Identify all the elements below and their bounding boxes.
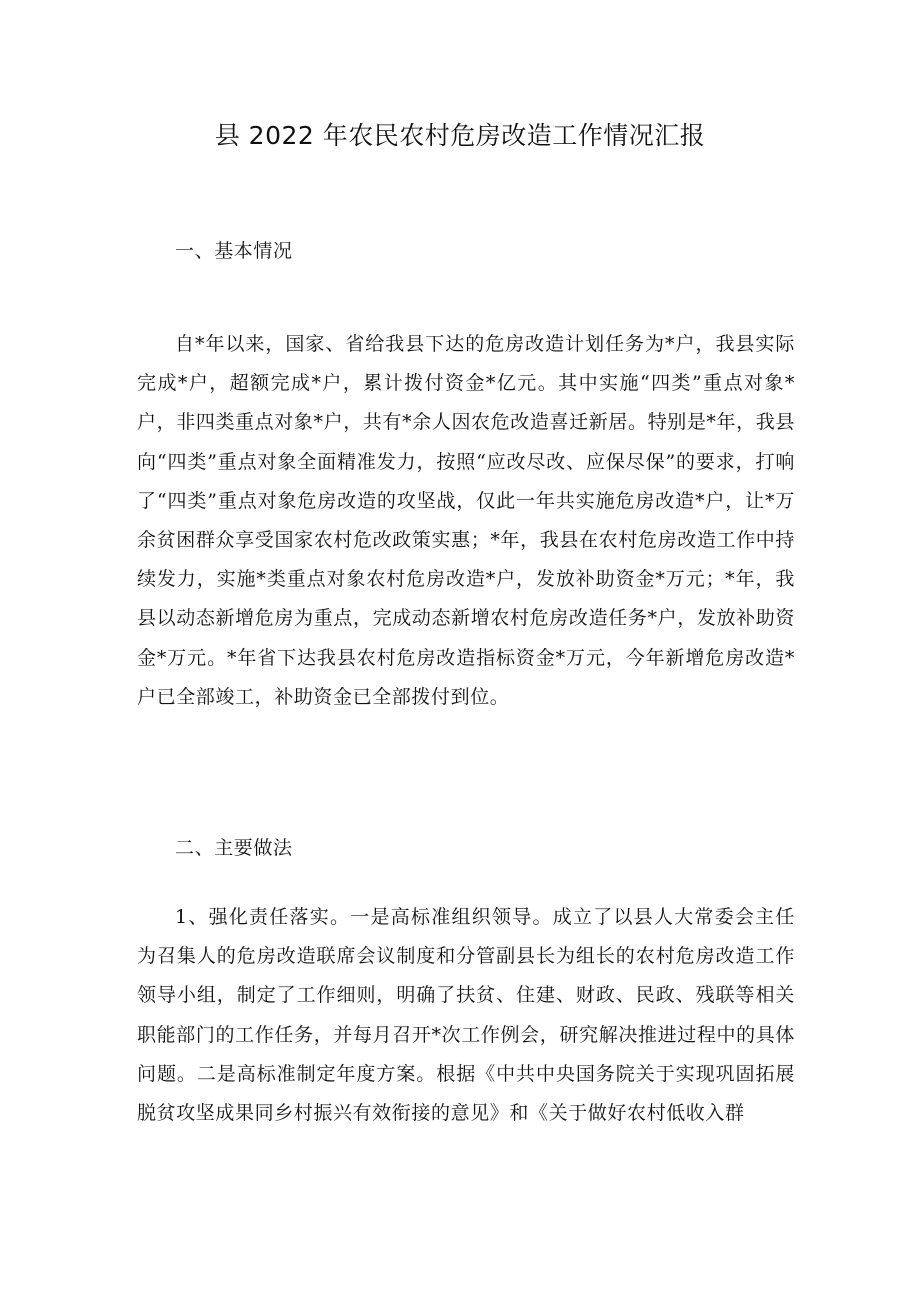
section-paragraph-basic-situation: 自*年以来，国家、省给我县下达的危房改造计划任务为*户，我县实际完成*户，超额完成*户，累计拨付资金*亿元。其中实施“四类”重点对象*户，非四类重点对象*户，共有*余人因农危改造喜迁新居。特别是*年，我县向“四类”重点对象全面精准发力，按照“应改尽改、应保尽保”的要求，打响了“四类”重点对象危房改造的攻坚战，仅此一年共实施危房改造*户，让*万余贫困群众享受国家农村危改政策实惠；*年，我县在农村危房改造工作中持续发力，实施*类重点对象农村危房改造*户，发放补助资金*万元；*年，我县以动态新增危房为重点，完成动态新增农村危房改造任务*户，发放补助资金*万元。*年省下达我县农村危房改造指标资金*万元，今年新增危房改造*户已全部竣工，补助资金已全部拨付到位。	[137, 333, 795, 708]
section-paragraph-main-practices: 1、强化责任落实。一是高标准组织领导。成立了以县人大常委会主任为召集人的危房改造联席会议制度和分管副县长为组长的农村危房改造工作领导小组，制定了工作细则，明确了扶贫、住建、财政、民政、残联等相关职能部门的工作任务，并每月召开*次工作例会，研究解决推进过程中的具体问题。二是高标准制定年度方案。根据《中共中央国务院关于实现巩固拓展脱贫攻坚成果同乡村振兴有效衔接的意见》和《关于做好农村低收入群	[137, 906, 795, 1125]
document-title: 县 2022 年农民农村危房改造工作情况汇报	[214, 121, 706, 150]
section-heading-main-practices: 二、主要做法	[175, 837, 293, 859]
section-heading-basic-situation: 一、基本情况	[175, 240, 293, 262]
